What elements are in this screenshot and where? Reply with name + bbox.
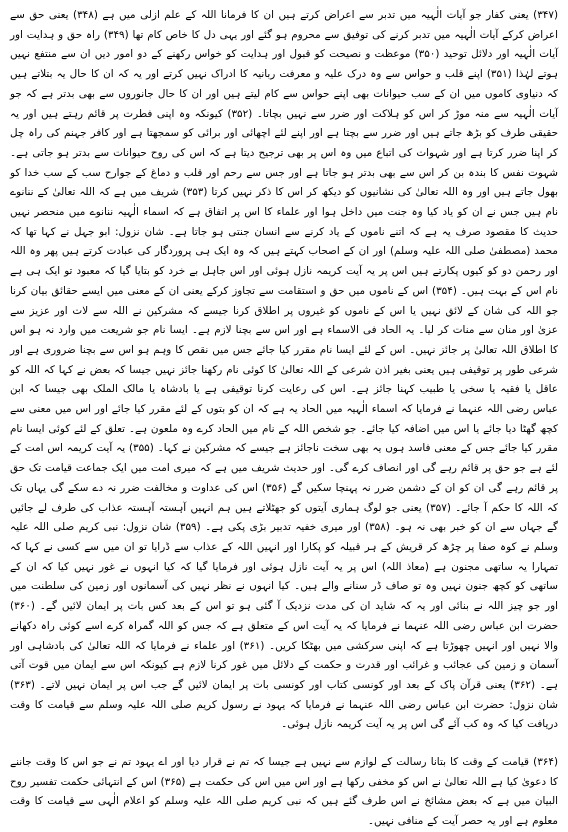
commentary-paragraph-main: (۳۴۷) یعنی کفار جو آیات الٰہیہ میں تدبر سے اعراض کرتے ہیں ان کا فرمانا اللہ کے علم ازلی میں ہے (۳۴۸) یعنی حق سے اعراض کرکے آیات الٰہیہ میں تدبر کرنے کی توفیق سے محروم ہو گئے اور یہی دل کا خاص کام تھا (۳۴۹) راہ حق و ہدایت اور آیات الٰہیہ اور دلائل توحید (۳۵۰) موعظت و نصیحت کو قبول اور ہدایت کو خواس رکھنے کے دو امور دیں ان سے منتفع نہیں ہوتے لہٰذا (۳۵۱) اپنے قلب و حواس سے وہ درک علیہ و معرفت ربانیہ کا ادراک نہیں کرتے اور یہ کہ ان کا حال یہ بتلاتے ہیں کہ دنیاوی کاموں میں ان کے سب حیوانات بھی اپنے حواس سے کام لیتے ہیں اور ان کا حال جانوروں سے بھی بدتر ہے کہ جو آیات الٰہیہ سے منہ موڑ کر اس کو ہلاکت اور ضرر سے نہیں بچاتا۔ (۳۵۲) کیونکہ وہ اپنی فطرت پر قائم رہتے ہیں اور یہ حقیقی طرف کو بڑھ جاتے ہیں اور ضرر سے بچتا ہے اور اپنے لئے اچھائی اور برائی کو سمجھتا ہے اور کافر جہنم کی راہ چل کر اپنا ضرر کرتا ہے اور شہوات کی اتباع میں وہ اس پر بھی ترجیح دیتا ہے کہ اس کی روح حیوانات سے بدتر ہو جاتی ہے۔ شہوت نفس کا بندہ بن کر اس سے بھی بدتر ہو جاتا ہے اور جس سے رحم اور قلب و دماغ کے جوارح سب کے سب خدا کو بھول جاتے ہیں اور وہ اللہ تعالیٰ کی نشانیوں کو دیکھ کر اس کا ذکر نہیں کرتا (۳۵۳) شریف میں ہے کہ اللہ تعالیٰ کے ننانوے نام ہیں جس نے ان کو یاد کیا وہ جنت میں داخل ہوا اور علماء کا اس پر اتفاق ہے کہ اسماء الٰہیہ ننانوے میں منحصر نہیں حدیث کا مقصود صرف یہ ہے کہ اتنے ناموں کے یاد کرنے سے انسان جنتی ہو جاتا ہے۔ شان نزول: ابو جہل نے کہا تھا کہ محمد (مصطفیٰ صلی اللہ علیہ وسلم) اور ان کے اصحاب کہتے ہیں کہ وہ ایک ہی پروردگار کی عبادت کرتے ہیں پھر وہ اللہ اور رحمن دو کو کیوں پکارتے ہیں اس پر یہ آیت کریمہ نازل ہوئی اور اس جاہل بے خرد کو بتایا گیا کہ معبود تو ایک ہی ہے نام اس کے بہت ہیں۔ (۳۵۴) اس کے ناموں میں حق و استقامت سے تجاوز کرکے یعنی ان کے معنی میں ایسے حقائق بیان کرنا جو اللہ کی شان کے لائق نہیں یا اس کے ناموں کو غیروں پر اطلاق کرنا جیسے کہ مشرکین نے اللہ سے لات اور عزیز سے عزیٰ اور منان سے منات کر لیا۔ یہ الحاد فی الاسماء ہے اور اس سے بچنا لازم ہے۔ ایسا نام جو شریعت میں وارد نہ ہو اس کا اطلاق اللہ تعالیٰ پر جائز نہیں۔ اس کے لئے ایسا نام مقرر کیا جائے جس میں نقص کا وہم ہو اس سے بچنا ضروری ہے اور شرعی طور پر توقیفی ہیں یعنی بغیر اذن شرعی کے اللہ تعالیٰ کا کوئی نام رکھنا جائز نہیں جیسا کہ بعض نے کہا کہ اللہ کو عاقل یا فقیہ یا سخی یا طبیب کہنا جائز ہے۔ اس کی رعایت کرنا توقیفی ہے یا بادشاہ یا مالک الملک بھی جیسا کہ ابن عباس رضی اللہ عنہما نے فرمایا کہ اسماء الٰہیہ میں الحاد یہ ہے کہ ان کو بتوں کے لئے مقرر کیا جائے اور اس میں معنی سے کچھ گھٹا دیا جائے یا اس میں اضافہ کیا جائے۔ جو شخص اللہ کے نام میں الحاد کرے وہ ملعون ہے۔ تعلق کے لئے کوئی ایسا نام مقرر کیا جائے جس کے معنی فاسد ہوں یہ بھی سخت ناجائز ہے جیسے کہ مشرکین نے کہا۔ (۳۵۵) یہ آیت کریمہ اس امت کے لئے ہے جو حق پر قائم رہے گی اور انصاف کرے گی۔ اور حدیث شریف میں ہے کہ میری امت میں ایک جماعت قیامت تک حق پر قائم رہے گی ان کو ان کے دشمن ضرر نہ پہنچا سکیں گے (۳۵۶) اس کی عداوت و مخالفت ضرر نہ دے سکے گی یہاں تک کہ اللہ کا حکم آ جائے۔ (۳۵۷) یعنی جو لوگ ہماری آیتوں کو جھٹلاتے ہیں ہم انہیں آہستہ آہستہ عذاب کی طرف لے جائیں گے جہاں سے ان کو خبر بھی نہ ہو۔ (۳۵۸) اور میری خفیہ تدبیر بڑی پکی ہے۔ (۳۵۹) شان نزول: نبی کریم صلی اللہ علیہ وسلم نے کوہ صفا پر چڑھ کر قریش کے ہر قبیلہ کو پکارا اور انہیں اللہ کے عذاب سے ڈرایا تو ان میں سے کسی نے کہا کہ تمہارا یہ ساتھی مجنون ہے (معاذ اللہ) اس پر یہ آیت نازل ہوئی اور فرمایا گیا کہ کیا انہوں نے غور نہیں کیا کہ ان کے ساتھی کو کچھ جنون نہیں وہ تو صاف ڈر سنانے والے ہیں۔ کیا انہوں نے نظر نہیں کی آسمانوں اور زمین کی سلطنت میں اور جو چیز اللہ نے بنائی اور یہ کہ شاید ان کی مدت نزدیک آ گئی ہو تو اس کے بعد کس بات پر ایمان لائیں گے۔ (۳۶۰) حضرت ابن عباس رضی اللہ عنہما نے فرمایا کہ یہ آیت اس کے متعلق ہے کہ جس کو اللہ گمراہ کرے اسے کوئی راہ دکھانے والا نہیں اور انہیں چھوڑتا ہے کہ اپنی سرکشی میں بھٹکا کریں۔ (۳۶۱) اور علماء نے فرمایا کہ اللہ تعالیٰ کی بادشاہی اور آسمان و زمین کی عجائب و غرائب اور قدرت و حکمت کے دلائل میں غور کرنا لازم ہے کیونکہ اس سے ایمان میں قوت آتی ہے۔ (۳۶۲) یعنی قرآن پاک کے بعد اور کونسی کتاب اور کونسی بات پر ایمان لائیں گے جب اس پر ایمان نہیں لاتے۔ (۳۶۳) شان نزول: حضرت ابن عباس رضی اللہ عنہما نے فرمایا کہ یہود نے رسول کریم صلی اللہ علیہ وسلم سے قیامت کا وقت دریافت کیا کہ وہ کب آئے گی اس پر یہ آیت کریمہ نازل ہوئی۔ [10,9,559,731]
paragraph-gap [10,735,558,753]
commentary-paragraph-end: (۳۶۴) قیامت کے وقت کا بتانا رسالت کے لوازم سے نہیں ہے جیسا کہ تم نے قرار دیا اور اے یہود تم نے جو اس کا وقت جاننے کا دعویٰ کیا ہے اللہ تعالیٰ نے اس کو مخفی رکھا ہے اور اس میں اس کی حکمت ہے (۳۶۵) اس کے انتہائی حکمت تفسیر روح البیان میں ہے کہ بعض مشائخ نے اس طرف گئے ہیں کہ نبی کریم صلی اللہ علیہ وسلم کو اعلام الٰہی سے قیامت کا وقت معلوم ہے اور یہ حصر آیت کے منافی نہیں۔ [10,756,558,828]
